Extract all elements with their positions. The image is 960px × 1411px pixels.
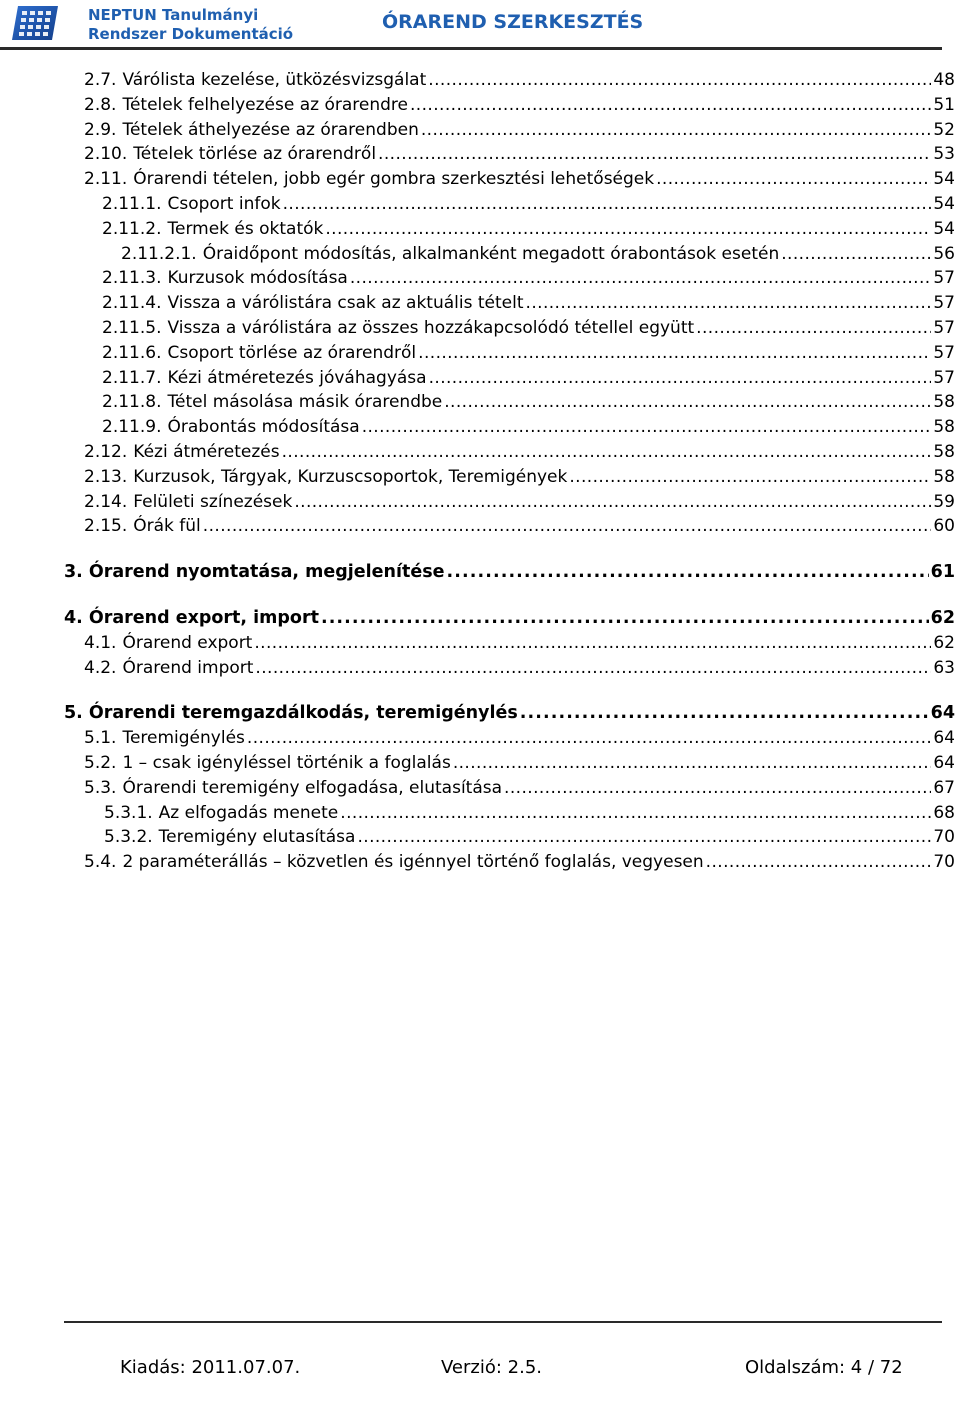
toc-entry-number: 4.2. bbox=[84, 657, 117, 678]
toc-entry[interactable] bbox=[102, 392, 955, 416]
brand-line-2: Rendszer Dokumentáció bbox=[88, 25, 294, 43]
toc-dot-leader bbox=[428, 70, 931, 90]
toc-entry-number: 2.11.1. bbox=[102, 194, 162, 214]
toc-entry[interactable] bbox=[64, 703, 955, 727]
toc-entry[interactable] bbox=[102, 343, 955, 367]
toc-entry-title: Kurzusok módosítása bbox=[167, 268, 348, 289]
toc-entry-page: 58 bbox=[933, 417, 955, 438]
toc-dot-leader bbox=[283, 194, 932, 214]
toc-entry-number: 2.11.5. bbox=[102, 318, 162, 338]
toc-entry[interactable] bbox=[84, 169, 955, 193]
toc-entry-number: 2.11.9. bbox=[102, 417, 162, 438]
toc-entry[interactable] bbox=[102, 219, 955, 243]
toc-entry-page: 57 bbox=[933, 318, 955, 338]
toc-dot-leader bbox=[357, 827, 931, 847]
toc-entry-title: Tétel másolása másik órarendbe bbox=[167, 392, 443, 413]
toc-entry-number: 5.3. bbox=[84, 777, 117, 798]
toc-entry-page: 57 bbox=[933, 342, 955, 363]
toc-entry-title: Termek és oktatók bbox=[167, 218, 324, 239]
toc-entry[interactable] bbox=[102, 268, 955, 292]
toc-dot-leader bbox=[569, 467, 931, 487]
toc-entry-title: Vissza a várólistára az összes hozzákapcsolódó tétellel együtt bbox=[167, 318, 695, 338]
toc-dot-leader bbox=[350, 268, 932, 288]
toc-entry[interactable] bbox=[102, 368, 955, 392]
toc-entry-title: Órarend export, import bbox=[88, 608, 319, 628]
toc-entry-number: 2.15. bbox=[84, 516, 128, 537]
toc-entry-number: 5.1. bbox=[84, 728, 117, 749]
toc-entry-page: 52 bbox=[933, 119, 955, 140]
toc-entry-page: 48 bbox=[933, 70, 955, 90]
toc-entry-number: 2.9. bbox=[84, 119, 117, 140]
toc-dot-leader bbox=[453, 753, 932, 773]
toc-entry-number: 2.11.6. bbox=[102, 342, 162, 363]
toc-entry-title: Az elfogadás menete bbox=[158, 802, 339, 823]
toc-entry[interactable] bbox=[102, 293, 955, 317]
toc-entry-page: 61 bbox=[930, 562, 955, 583]
toc-dot-leader bbox=[325, 219, 931, 239]
toc-entry-page: 63 bbox=[933, 657, 955, 678]
neptun-logo-icon bbox=[12, 4, 58, 42]
toc-dot-leader bbox=[203, 516, 932, 536]
toc-dot-leader bbox=[378, 144, 931, 164]
toc-dot-leader bbox=[321, 608, 929, 628]
toc-entry-page: 59 bbox=[933, 491, 955, 512]
toc-dot-leader bbox=[362, 417, 932, 437]
toc-entry[interactable] bbox=[84, 492, 955, 516]
toc-entry-number: 5. bbox=[64, 703, 83, 724]
toc-entry-title: Órarendi teremigény elfogadása, elutasítása bbox=[122, 777, 503, 798]
toc-entry-number: 2.11. bbox=[84, 169, 128, 190]
toc-entry[interactable] bbox=[84, 516, 955, 540]
toc-entry[interactable] bbox=[84, 144, 955, 168]
toc-entry-number: 2.7. bbox=[84, 70, 117, 90]
toc-entry[interactable] bbox=[84, 467, 955, 491]
toc-entry-number: 2.13. bbox=[84, 466, 128, 487]
toc-entry-title: Felületi színezések bbox=[133, 491, 293, 512]
toc-entry-page: 70 bbox=[933, 827, 955, 848]
toc-dot-leader bbox=[526, 293, 932, 313]
toc-entry[interactable] bbox=[102, 318, 955, 342]
toc-entry-title: Órarend import bbox=[122, 657, 254, 678]
toc-entry-title: Órarendi tételen, jobb egér gombra szerkesztési lehetőségek bbox=[133, 169, 655, 190]
toc-dot-leader bbox=[781, 244, 931, 264]
toc-entry-page: 62 bbox=[930, 608, 955, 628]
toc-entry-page: 57 bbox=[933, 268, 955, 289]
toc-entry[interactable] bbox=[84, 778, 955, 802]
toc-entry-page: 57 bbox=[933, 293, 955, 314]
toc-dot-leader bbox=[418, 343, 931, 363]
toc-entry-page: 54 bbox=[933, 169, 955, 190]
brand-line-1: NEPTUN Tanulmányi bbox=[88, 6, 259, 24]
toc-entry-title: 2 paraméterállás – közvetlen és igénnyel történő foglalás, vegyesen bbox=[122, 852, 704, 873]
toc-entry-page: 58 bbox=[933, 392, 955, 413]
footer-version: Verzió: 2.5. bbox=[441, 1357, 542, 1378]
toc-entry-title: Várólista kezelése, ütközésvizsgálat bbox=[122, 70, 427, 90]
toc-entry-number: 2.11.8. bbox=[102, 392, 162, 413]
toc-entry-number: 3. bbox=[64, 562, 83, 583]
toc-entry-title: Teremigény elutasítása bbox=[158, 827, 356, 848]
toc-entry-page: 62 bbox=[933, 632, 955, 653]
toc-entry-page: 58 bbox=[933, 442, 955, 462]
toc-entry-number: 4.1. bbox=[84, 632, 117, 653]
toc-entry-number: 2.12. bbox=[84, 442, 128, 462]
toc-entry[interactable] bbox=[84, 753, 955, 777]
footer-edition: Kiadás: 2011.07.07. bbox=[120, 1357, 301, 1378]
toc-entry[interactable] bbox=[64, 608, 955, 632]
toc-entry-number: 2.14. bbox=[84, 491, 128, 512]
toc-entry[interactable] bbox=[84, 633, 955, 657]
toc-dot-leader bbox=[247, 728, 931, 748]
toc-entry-page: 51 bbox=[933, 94, 955, 115]
toc-dot-leader bbox=[340, 803, 931, 823]
toc-dot-leader bbox=[504, 778, 931, 798]
toc-entry-title: Órák fül bbox=[133, 516, 201, 537]
toc-entry-page: 54 bbox=[933, 194, 955, 214]
toc-dot-leader bbox=[282, 442, 932, 462]
toc-dot-leader bbox=[294, 492, 931, 512]
toc-entry-title: Csoport törlése az órarendről bbox=[167, 342, 417, 363]
toc-entry-number: 2.11.4. bbox=[102, 293, 162, 314]
toc-entry-title: Óraidőpont módosítás, alkalmanként megadott órabontások esetén bbox=[202, 243, 780, 264]
toc-entry[interactable] bbox=[102, 194, 955, 218]
toc-entry-number: 2.8. bbox=[84, 94, 117, 115]
toc-entry-number: 5.4. bbox=[84, 852, 117, 873]
header-divider bbox=[0, 47, 942, 50]
toc-entry[interactable] bbox=[84, 728, 955, 752]
toc-entry-page: 56 bbox=[933, 243, 955, 264]
toc-entry-title: Órabontás módosítása bbox=[167, 417, 360, 438]
page-header bbox=[0, 0, 960, 48]
toc-dot-leader bbox=[255, 658, 931, 678]
toc-entry[interactable] bbox=[104, 803, 955, 827]
toc-entry[interactable] bbox=[84, 95, 955, 119]
toc-entry-title: Tételek áthelyezése az órarendben bbox=[122, 119, 419, 140]
toc-entry-title: 1 – csak igényléssel történik a foglalás bbox=[122, 753, 451, 773]
toc-dot-leader bbox=[656, 169, 931, 189]
toc-entry[interactable] bbox=[84, 442, 955, 466]
toc-entry-number: 2.11.2. bbox=[102, 218, 162, 239]
toc-entry-number: 5.3.2. bbox=[104, 827, 153, 848]
toc-entry-page: 60 bbox=[933, 516, 955, 537]
toc-dot-leader bbox=[444, 392, 931, 412]
toc-entry-page: 54 bbox=[933, 218, 955, 239]
toc-entry-title: Kézi átméretezés bbox=[133, 442, 280, 462]
toc-dot-leader bbox=[429, 368, 932, 388]
toc-entry-page: 58 bbox=[933, 466, 955, 487]
toc-entry-title: Vissza a várólistára csak az aktuális tételt bbox=[167, 293, 524, 314]
toc-dot-leader bbox=[520, 703, 929, 723]
toc-dot-leader bbox=[696, 318, 931, 338]
toc-entry-title: Tételek törlése az órarendről bbox=[133, 144, 377, 165]
toc-entry-page: 57 bbox=[933, 367, 955, 388]
toc-dot-leader bbox=[410, 95, 931, 115]
toc-entry-title: Csoport infok bbox=[167, 194, 281, 214]
toc-entry-title: Órarend export bbox=[122, 632, 253, 653]
footer-divider bbox=[64, 1321, 942, 1323]
toc-entry-page: 53 bbox=[933, 144, 955, 165]
toc-dot-leader bbox=[254, 633, 931, 653]
toc-entry[interactable] bbox=[121, 244, 955, 268]
toc-entry-number: 5.2. bbox=[84, 753, 117, 773]
toc-entry[interactable] bbox=[102, 417, 955, 441]
toc-entry[interactable] bbox=[84, 852, 955, 876]
toc-entry-number: 2.10. bbox=[84, 144, 128, 165]
document-title: ÓRAREND SZERKESZTÉS bbox=[382, 11, 644, 33]
toc-entry-page: 70 bbox=[933, 852, 955, 873]
brand-name bbox=[88, 6, 293, 44]
toc-entry[interactable] bbox=[84, 120, 955, 144]
toc-entry-page: 64 bbox=[933, 753, 955, 773]
footer-page-number: Oldalszám: 4 / 72 bbox=[745, 1357, 903, 1378]
toc-entry-title: Órarend nyomtatása, megjelenítése bbox=[88, 562, 445, 583]
toc-entry-page: 64 bbox=[930, 703, 955, 724]
toc-entry-number: 4. bbox=[64, 608, 83, 628]
toc-entry-number: 2.11.2.1. bbox=[121, 243, 197, 264]
toc-entry-number: 5.3.1. bbox=[104, 802, 153, 823]
toc-entry-title: Órarendi teremgazdálkodás, teremigénylés bbox=[88, 703, 518, 724]
toc-entry[interactable] bbox=[84, 658, 955, 682]
toc-entry-title: Teremigénylés bbox=[122, 728, 245, 749]
toc-entry-number: 2.11.7. bbox=[102, 367, 162, 388]
toc-dot-leader bbox=[421, 120, 932, 140]
toc-dot-leader bbox=[447, 562, 929, 582]
toc-entry-number: 2.11.3. bbox=[102, 268, 162, 289]
toc-dot-leader bbox=[706, 852, 932, 872]
toc-entry-title: Kézi átméretezés jóváhagyása bbox=[167, 367, 427, 388]
toc-entry[interactable] bbox=[64, 562, 955, 586]
toc-entry-page: 67 bbox=[933, 777, 955, 798]
toc-entry-title: Kurzusok, Tárgyak, Kurzuscsoportok, Teremigények bbox=[133, 466, 568, 487]
toc-entry-title: Tételek felhelyezése az órarendre bbox=[122, 94, 408, 115]
toc-entry-page: 68 bbox=[933, 802, 955, 823]
toc-entry[interactable] bbox=[84, 70, 955, 94]
toc-entry-page: 64 bbox=[933, 728, 955, 749]
toc-entry[interactable] bbox=[104, 827, 955, 851]
